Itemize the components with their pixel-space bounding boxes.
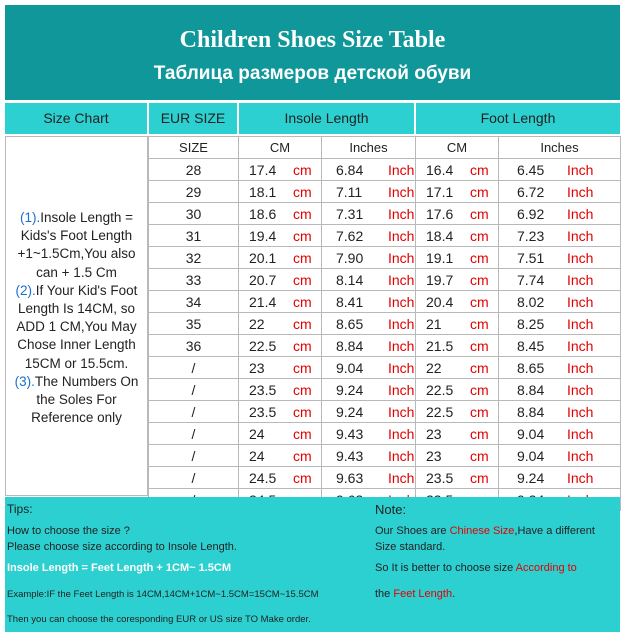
foot-cm-value: 18.4 xyxy=(426,227,454,244)
table-cell xyxy=(239,247,322,269)
table-row xyxy=(149,181,621,203)
insole-cm-value: 20.1 xyxy=(249,249,277,266)
table-cell xyxy=(499,357,621,379)
header-eur-size: EUR SIZE xyxy=(149,103,237,134)
table-cell xyxy=(416,159,499,181)
table-cell xyxy=(149,467,239,489)
table-cell xyxy=(322,269,416,291)
inch-unit-label: Inch xyxy=(567,161,594,178)
foot-inch-value: 9.04 xyxy=(517,447,545,464)
cm-unit-label: cm xyxy=(470,271,489,288)
insole-inch-value: 9.43 xyxy=(336,447,364,464)
size-value: / xyxy=(191,469,196,486)
inch-unit-label: Inch xyxy=(567,227,594,244)
cm-unit-label: cm xyxy=(293,161,312,178)
table-cell xyxy=(499,379,621,401)
cm-unit-label: cm xyxy=(293,403,312,420)
inch-unit-label: Inch xyxy=(388,271,415,288)
table-cell xyxy=(149,247,239,269)
foot-cm-value: 16.4 xyxy=(426,161,454,178)
table-row xyxy=(149,379,621,401)
foot-inch-value: 7.23 xyxy=(517,227,545,244)
insole-cm-value: 23.5 xyxy=(249,381,277,398)
table-cell xyxy=(499,313,621,335)
inch-unit-label: Inch xyxy=(567,425,594,442)
inch-unit-label: Inch xyxy=(567,293,594,310)
table-cell xyxy=(239,313,322,335)
table-cell xyxy=(499,467,621,489)
note-line-4: the Feet Length. xyxy=(375,588,456,600)
table-cell xyxy=(239,445,322,467)
table-cell xyxy=(416,269,499,291)
inch-unit-label: Inch xyxy=(388,337,415,354)
subheader-insole-cm: CM xyxy=(239,137,322,159)
insole-inch-value: 6.84 xyxy=(336,161,364,178)
foot-cm-value: 21 xyxy=(426,315,442,332)
foot-cm-value: 23 xyxy=(426,425,442,442)
insole-inch-value: 9.63 xyxy=(336,469,364,486)
foot-inch-value: 7.51 xyxy=(517,249,545,266)
foot-inch-value: 9.24 xyxy=(517,469,545,486)
table-cell xyxy=(416,291,499,313)
table-cell xyxy=(322,225,416,247)
table-cell xyxy=(149,203,239,225)
table-row xyxy=(149,401,621,423)
table-cell xyxy=(499,291,621,313)
table-cell xyxy=(239,379,322,401)
cm-unit-label: cm xyxy=(293,447,312,464)
foot-inch-value: 8.45 xyxy=(517,337,545,354)
insole-cm-value: 22.5 xyxy=(249,337,277,354)
table-cell xyxy=(499,181,621,203)
table-row xyxy=(149,423,621,445)
table-cell xyxy=(322,159,416,181)
table-cell xyxy=(416,181,499,203)
foot-cm-value: 17.1 xyxy=(426,183,454,200)
inch-unit-label: Inch xyxy=(388,249,415,266)
table-cell xyxy=(416,247,499,269)
table-cell xyxy=(416,203,499,225)
foot-cm-value: 17.6 xyxy=(426,205,454,222)
table-cell xyxy=(499,203,621,225)
table-cell xyxy=(149,269,239,291)
header-insole-length: Insole Length xyxy=(239,103,414,134)
foot-cm-value: 22.5 xyxy=(426,381,454,398)
table-row xyxy=(149,467,621,489)
note-index-1: (1). xyxy=(20,210,41,225)
tips-panel xyxy=(5,497,620,632)
table-row xyxy=(149,291,621,313)
insole-cm-value: 24 xyxy=(249,425,265,442)
insole-inch-value: 8.65 xyxy=(336,315,364,332)
inch-unit-label: Inch xyxy=(388,183,415,200)
inch-unit-label: Inch xyxy=(388,469,415,486)
size-guide-note xyxy=(5,136,148,496)
cm-unit-label: cm xyxy=(293,315,312,332)
tips-line-1: How to choose the size ? xyxy=(7,525,130,537)
insole-inch-value: 9.43 xyxy=(336,425,364,442)
page-subtitle: Таблица размеров детской обуви xyxy=(153,63,472,84)
table-cell xyxy=(239,467,322,489)
table-row xyxy=(149,225,621,247)
inch-unit-label: Inch xyxy=(388,447,415,464)
inch-unit-label: Inch xyxy=(567,359,594,376)
inch-unit-label: Inch xyxy=(567,183,594,200)
foot-inch-value: 8.25 xyxy=(517,315,545,332)
table-row xyxy=(149,159,621,181)
insole-cm-value: 20.7 xyxy=(249,271,277,288)
note-index-2: (2). xyxy=(15,282,36,298)
insole-inch-value: 7.90 xyxy=(336,249,364,266)
table-row xyxy=(149,269,621,291)
cm-unit-label: cm xyxy=(470,469,489,486)
insole-inch-value: 7.31 xyxy=(336,205,364,222)
header-foot-length: Foot Length xyxy=(416,103,620,134)
foot-cm-value: 19.7 xyxy=(426,271,454,288)
note-line-3: So It is better to choose size According to xyxy=(375,562,577,574)
insole-cm-value: 21.4 xyxy=(249,293,277,310)
foot-cm-value: 22.5 xyxy=(426,403,454,420)
table-cell xyxy=(499,423,621,445)
foot-cm-value: 21.5 xyxy=(426,337,454,354)
tips-example: Example:IF the Feet Length is 14CM,14CM+1CM~1.5CM=15CM~15.5CM xyxy=(7,589,319,600)
table-row xyxy=(149,203,621,225)
cm-unit-label: cm xyxy=(470,161,489,178)
table-cell xyxy=(149,401,239,423)
cm-unit-label: cm xyxy=(470,315,489,332)
foot-inch-value: 8.84 xyxy=(517,403,545,420)
note-line-2: Size standard. xyxy=(375,541,446,553)
inch-unit-label: Inch xyxy=(567,403,594,420)
table-cell xyxy=(239,203,322,225)
insole-cm-value: 24.5 xyxy=(249,469,277,486)
table-cell xyxy=(322,335,416,357)
cm-unit-label: cm xyxy=(293,205,312,222)
title-banner xyxy=(5,5,620,100)
insole-cm-value: 19.4 xyxy=(249,227,277,244)
table-cell xyxy=(416,225,499,247)
table-cell xyxy=(239,181,322,203)
table-cell xyxy=(416,379,499,401)
inch-unit-label: Inch xyxy=(388,227,415,244)
table-cell xyxy=(416,335,499,357)
table-cell xyxy=(149,379,239,401)
insole-cm-value: 22 xyxy=(249,315,265,332)
size-value: / xyxy=(191,425,196,442)
size-value: 30 xyxy=(185,205,202,222)
size-value: 36 xyxy=(185,337,202,354)
cm-unit-label: cm xyxy=(293,183,312,200)
table-cell xyxy=(239,159,322,181)
foot-inch-value: 7.74 xyxy=(517,271,545,288)
cm-unit-label: cm xyxy=(470,227,489,244)
size-value: / xyxy=(191,403,196,420)
table-cell xyxy=(149,225,239,247)
table-cell xyxy=(239,291,322,313)
table-cell xyxy=(149,357,239,379)
size-table xyxy=(148,136,621,511)
note-index-3: (3). xyxy=(14,373,35,389)
insole-inch-value: 7.11 xyxy=(336,183,363,200)
foot-cm-value: 23.5 xyxy=(426,469,454,486)
inch-unit-label: Inch xyxy=(388,205,415,222)
insole-inch-value: 7.62 xyxy=(336,227,364,244)
cm-unit-label: cm xyxy=(293,227,312,244)
inch-unit-label: Inch xyxy=(567,381,594,398)
tips-last-line: Then you can choose the coresponding EUR or US size TO Make order. xyxy=(7,614,311,625)
tips-heading: Tips: xyxy=(7,502,33,516)
table-cell xyxy=(322,423,416,445)
inch-unit-label: Inch xyxy=(388,293,415,310)
table-cell xyxy=(499,269,621,291)
insole-inch-value: 9.24 xyxy=(336,403,364,420)
inch-unit-label: Inch xyxy=(388,161,415,178)
foot-inch-value: 6.72 xyxy=(517,183,545,200)
insole-cm-value: 24 xyxy=(249,447,265,464)
table-cell xyxy=(322,203,416,225)
inch-unit-label: Inch xyxy=(567,447,594,464)
cm-unit-label: cm xyxy=(470,293,489,310)
insole-cm-value: 18.1 xyxy=(249,183,277,200)
table-cell xyxy=(416,445,499,467)
header-size-chart: Size Chart xyxy=(5,103,147,134)
foot-inch-value: 9.04 xyxy=(517,425,545,442)
table-cell xyxy=(149,181,239,203)
insole-cm-value: 17.4 xyxy=(249,161,277,178)
size-value: 28 xyxy=(185,161,202,178)
cm-unit-label: cm xyxy=(470,447,489,464)
foot-cm-value: 23 xyxy=(426,447,442,464)
table-row xyxy=(149,335,621,357)
cm-unit-label: cm xyxy=(293,271,312,288)
insole-inch-value: 8.41 xyxy=(336,293,364,310)
table-cell xyxy=(149,159,239,181)
size-value: / xyxy=(191,359,196,376)
table-cell xyxy=(149,335,239,357)
note-heading: Note: xyxy=(375,502,407,517)
cm-unit-label: cm xyxy=(293,249,312,266)
table-cell xyxy=(322,379,416,401)
cm-unit-label: cm xyxy=(293,381,312,398)
table-row xyxy=(149,357,621,379)
cm-unit-label: cm xyxy=(470,183,489,200)
table-cell xyxy=(239,423,322,445)
cm-unit-label: cm xyxy=(470,249,489,266)
table-cell xyxy=(149,291,239,313)
inch-unit-label: Inch xyxy=(567,205,594,222)
page-title: Children Shoes Size Table xyxy=(179,27,446,53)
table-cell xyxy=(322,357,416,379)
table-cell xyxy=(149,423,239,445)
insole-cm-value: 23.5 xyxy=(249,403,277,420)
table-cell xyxy=(322,181,416,203)
subheader-foot-inches: Inches xyxy=(499,137,621,159)
table-cell xyxy=(239,401,322,423)
table-cell xyxy=(239,357,322,379)
inch-unit-label: Inch xyxy=(567,315,594,332)
insole-inch-value: 9.24 xyxy=(336,381,364,398)
size-value: 34 xyxy=(185,293,202,310)
table-row xyxy=(149,247,621,269)
size-value: 31 xyxy=(185,227,202,244)
size-value: 32 xyxy=(185,249,202,266)
insole-cm-value: 18.6 xyxy=(249,205,277,222)
inch-unit-label: Inch xyxy=(388,381,415,398)
table-cell xyxy=(322,445,416,467)
table-cell xyxy=(239,225,322,247)
size-value: 35 xyxy=(185,315,202,332)
insole-cm-value: 23 xyxy=(249,359,265,376)
subheader-foot-cm: CM xyxy=(416,137,499,159)
tips-line-2: Please choose size according to Insole Length. xyxy=(7,541,237,553)
note-line-1: Our Shoes are Chinese Size,Have a different xyxy=(375,525,595,537)
table-cell xyxy=(416,357,499,379)
size-value: / xyxy=(191,447,196,464)
cm-unit-label: cm xyxy=(293,359,312,376)
foot-inch-value: 6.45 xyxy=(517,161,545,178)
cm-unit-label: cm xyxy=(293,469,312,486)
inch-unit-label: Inch xyxy=(567,249,594,266)
table-cell xyxy=(239,269,322,291)
table-cell xyxy=(322,467,416,489)
note-item-2: If Your Kid's Foot Length Is 14CM, so ADD 1 CM,You May Chose Inner Length 15CM or 15.5cm. xyxy=(16,282,138,371)
table-cell xyxy=(499,335,621,357)
inch-unit-label: Inch xyxy=(388,359,415,376)
table-subheader-row xyxy=(149,137,621,159)
table-cell xyxy=(416,313,499,335)
table-cell xyxy=(499,247,621,269)
cm-unit-label: cm xyxy=(470,359,489,376)
inch-unit-label: Inch xyxy=(567,271,594,288)
cm-unit-label: cm xyxy=(470,205,489,222)
inch-unit-label: Inch xyxy=(567,337,594,354)
cm-unit-label: cm xyxy=(470,381,489,398)
table-cell xyxy=(416,401,499,423)
table-cell xyxy=(322,313,416,335)
size-value: 33 xyxy=(185,271,202,288)
size-value: 29 xyxy=(185,183,202,200)
cm-unit-label: cm xyxy=(470,403,489,420)
foot-inch-value: 6.92 xyxy=(517,205,545,222)
insole-inch-value: 8.84 xyxy=(336,337,364,354)
table-cell xyxy=(149,313,239,335)
table-cell xyxy=(149,445,239,467)
table-cell xyxy=(499,159,621,181)
tips-column xyxy=(5,497,370,632)
cm-unit-label: cm xyxy=(470,425,489,442)
cm-unit-label: cm xyxy=(470,337,489,354)
table-cell xyxy=(416,467,499,489)
table-cell xyxy=(322,247,416,269)
cm-unit-label: cm xyxy=(293,425,312,442)
table-cell xyxy=(499,225,621,247)
table-cell xyxy=(322,401,416,423)
foot-inch-value: 8.65 xyxy=(517,359,545,376)
table-cell xyxy=(322,291,416,313)
table-cell xyxy=(239,335,322,357)
subheader-insole-inches: Inches xyxy=(322,137,416,159)
table-row xyxy=(149,313,621,335)
cm-unit-label: cm xyxy=(293,293,312,310)
foot-cm-value: 19.1 xyxy=(426,249,454,266)
insole-inch-value: 8.14 xyxy=(336,271,364,288)
table-cell xyxy=(499,445,621,467)
subheader-size: SIZE xyxy=(149,137,239,159)
table-row xyxy=(149,445,621,467)
foot-inch-value: 8.84 xyxy=(517,381,545,398)
table-cell xyxy=(499,401,621,423)
table-cell xyxy=(416,423,499,445)
foot-cm-value: 20.4 xyxy=(426,293,454,310)
inch-unit-label: Inch xyxy=(388,403,415,420)
cm-unit-label: cm xyxy=(293,337,312,354)
size-value: / xyxy=(191,381,196,398)
inch-unit-label: Inch xyxy=(567,469,594,486)
note-column xyxy=(370,497,620,632)
insole-inch-value: 9.04 xyxy=(336,359,364,376)
foot-cm-value: 22 xyxy=(426,359,442,376)
inch-unit-label: Inch xyxy=(388,425,415,442)
note-item-3: The Numbers On the Soles For Reference only xyxy=(31,373,139,426)
inch-unit-label: Inch xyxy=(388,315,415,332)
tips-formula: Insole Length = Feet Length + 1CM~ 1.5CM xyxy=(7,562,232,574)
foot-inch-value: 8.02 xyxy=(517,293,545,310)
note-item-1: Insole Length = Kids's Foot Length +1~1.5Cm,You also can + 1.5 Cm xyxy=(17,210,136,280)
